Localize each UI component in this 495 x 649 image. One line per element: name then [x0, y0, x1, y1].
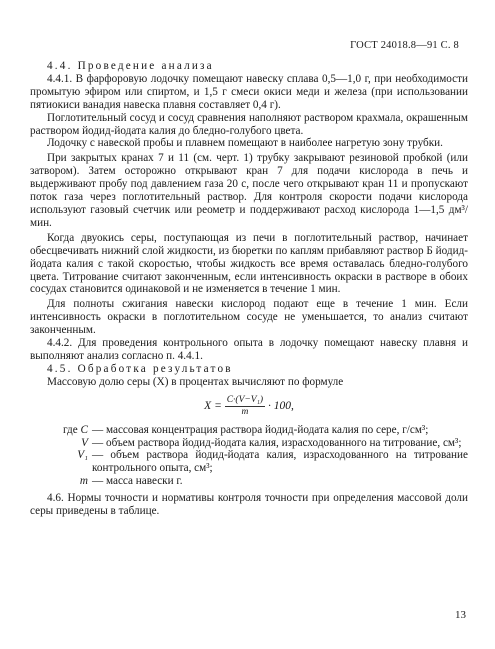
definition-text: — объем раствора йодид-йодата калия, израсходованного на титрование, см³; [92, 436, 462, 449]
running-header: ГОСТ 24018.8—91 С. 8 [350, 40, 459, 51]
paragraph-combustion: Для полноты сжигания навески кислород подают еще в течение 1 мин. Если интенсивность окраски в поглотительном сосуде не уменьшается, то анализ считают законченным. [30, 298, 468, 337]
definition-row [30, 424, 468, 437]
document-body [30, 60, 468, 518]
definition-row [30, 449, 468, 475]
section-heading-4-4: 4.4. Проведение анализа [47, 60, 214, 72]
formula-denominator: m [241, 406, 249, 417]
formula-numerator: C·(V−V₁) [226, 394, 264, 405]
paragraph-titration: Когда двуокись серы, поступающая из печи в поглотительный раствор, начинает обесцвечивать нижний слой жидкости, из бюретки по каплям прибавляют раствор Б йодид-йодата калия с такой скоростью, чтобы жидкость все время оставалась бледно-голубого цвета. Титрование считают законченным, если интенсивность окраски в растворе в обоих сосудах становится одинаковой и не изменяется в течение 1 мин. [30, 231, 468, 296]
formula-lhs: X = [204, 399, 222, 412]
definition-prefix: где [63, 423, 78, 436]
definition-text: — объем раствора йодид-йодата калия, израсходованного на титрование контрольного опыта, см³; [92, 449, 468, 475]
paragraph-absorber: Поглотительный сосуд и сосуд сравнения наполняют раствором крахмала, окрашенным раствором йодид-йодата калия до бледно-голубого цвета. [30, 111, 468, 137]
definition-symbol: m [79, 475, 88, 488]
definition-row [30, 475, 468, 488]
formula-fraction [225, 395, 265, 418]
formula-multiplier: · 100, [267, 399, 294, 412]
paragraph-taps: При закрытых кранах 7 и 11 (см. черт. 1) трубку закрывают резиновой пробкой (или затвором). Затем осторожно открывают кран 7 для подачи кислорода в печь и выдерживают пробу под давлением газа 20 с, после чего открывают кран 11 и пропускают поток газа через поглотительный раствор. Для контроля скорости подачи кислорода используют газовый счетчик или реометр и поддерживают расход кислорода 1—1,5 дм³/мин. [30, 152, 468, 229]
section-heading-4-5: 4.5. Обработка результатов [47, 362, 233, 375]
definition-symbol: V₁ [77, 449, 88, 462]
sulfur-formula [30, 395, 468, 418]
paragraph-4-4-2: 4.4.2. Для проведения контрольного опыта в лодочку помещают навеску плавня и выполняют анализ согласно п. 4.4.1. [30, 337, 468, 362]
definition-text: — масса навески г. [92, 475, 183, 488]
definition-symbol: C [80, 423, 88, 436]
paragraph-formula-intro: Массовую долю серы (X) в процентах вычисляют по формуле [47, 375, 344, 388]
variable-definitions [30, 424, 468, 489]
definition-row [30, 437, 468, 450]
definition-text: — массовая концентрация раствора йодид-йодата калия по сере, г/см³; [92, 423, 429, 436]
page-number: 13 [455, 609, 466, 621]
definition-symbol: V [81, 436, 88, 449]
paragraph-4-4-1: 4.4.1. В фарфоровую лодочку помещают навеску сплава 0,5—1,0 г, при необходимости промытую эфиром или спиртом, и 1,5 г смеси окиси меди и железа (при использовании пятиокиси ванадия навеска плавня составляет 0,4 г). [30, 72, 468, 111]
paragraph-boat: Лодочку с навеской пробы и плавнем помещают в наиболее нагретую зону трубки. [47, 137, 443, 150]
paragraph-4-6: 4.6. Нормы точности и нормативы контроля точности при определения массовой доли серы приведены в таблице. [30, 492, 468, 518]
